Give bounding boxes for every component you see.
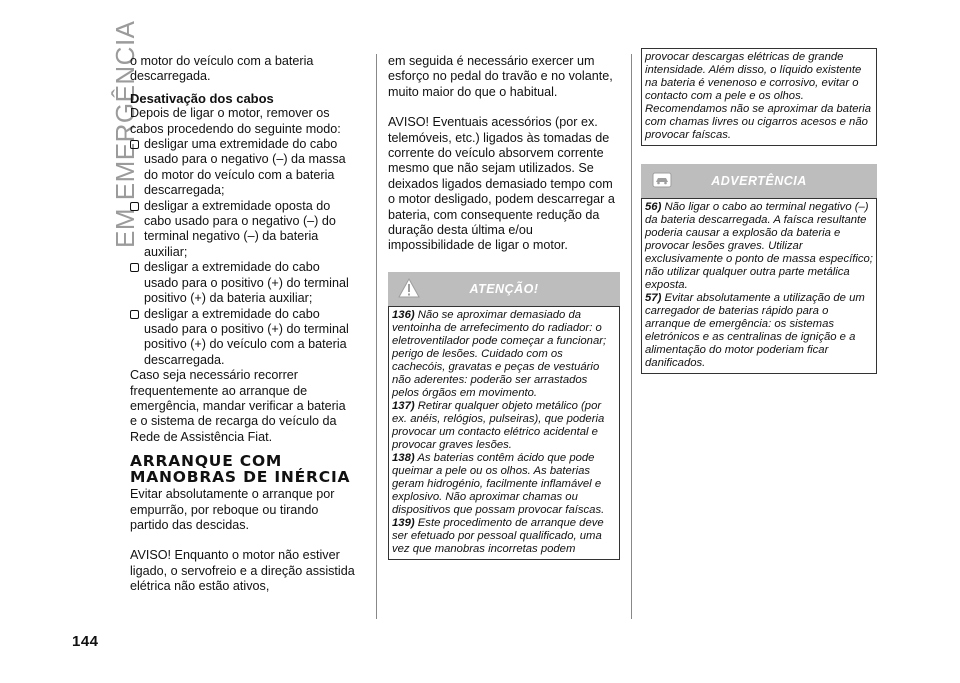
intro-text: o motor do veículo com a bateria descarregada. [130, 54, 314, 84]
warning-item: 138) As baterias contêm ácido que pode queimar a pele ou os olhos. As baterias geram hidrogénio, facilmente inflamável e explosivo. Não aproximar chamas ou dispositivos que possam provocar faíscas. [392, 451, 605, 516]
aviso-text: AVISO! Eventuais acessórios (por ex. telemóveis, etc.) ligados às tomadas de corrente do veículo absorvem corrente mesmo que não sejam utilizados. Se deixados ligados demasiado tempo com o motor desligado, podem descarregar a bateria, com consequente redução da duração desta última e/ou impossibilidade de ligar o motor. [388, 115, 615, 253]
section-text: Evitar absolutamente o arranque por empurrão, por reboque ou tirando partido das descidas. [130, 487, 335, 532]
lead-text: Depois de ligar o motor, remover os cabos procedendo do seguinte modo: [130, 106, 341, 136]
list-item: desligar a extremidade do cabo usado para o positivo (+) do terminal positivo (+) da bateria auxiliar; [130, 260, 355, 306]
column-1 [130, 54, 355, 595]
warning-box-continued [641, 48, 877, 146]
column-divider [631, 54, 632, 619]
warning-item: 137) Retirar qualquer objeto metálico (por ex. anéis, relógios, pulseiras), que poderia provocar um contacto elétrico acidental e provocar graves lesões. [392, 399, 605, 451]
column-divider [376, 54, 377, 619]
paragraph: Caso seja necessário recorrer frequentemente ao arranque de emergência, mandar verificar a bateria e o sistema de recarga do veículo da Rede de Assistência Fiat. [130, 368, 346, 444]
column-3 [641, 48, 877, 374]
aviso-text: AVISO! Enquanto o motor não estiver ligado, o servofreio e a direção assistida elétrica não estão ativos, [130, 548, 355, 594]
section-side-title: EM EMERGÊNCIA [110, 20, 140, 248]
banner-label: ATENÇÃO! [469, 281, 539, 296]
list-item: desligar uma extremidade do cabo usado para o negativo (–) da massa do motor do veículo com a bateria descarregada; [130, 137, 355, 199]
section-heading: ARRANQUE COM MANOBRAS DE INÉRCIA [130, 452, 351, 487]
advertencia-banner [641, 164, 877, 198]
warning-banner [388, 272, 620, 306]
note-item: 57) Evitar absolutamente a utilização de um carregador de baterias rápido para o arranque de emergência: os sistemas eletrónicos e as centralinas de ignição e a alimentação do motor poderiam ficar danificados. [645, 292, 865, 369]
warning-item: 139) Este procedimento de arranque deve ser efetuado por pessoal qualificado, uma vez que manobras incorretas podem [392, 516, 604, 555]
list-item: desligar a extremidade do cabo usado para o positivo (+) do terminal positivo (+) do veículo com a bateria descarregada. [130, 307, 355, 369]
advertencia-box [641, 198, 877, 374]
column-2 [388, 54, 620, 560]
warning-item: 136) Não se aproximar demasiado da ventoinha de arrefecimento do radiador: o eletroventilador pode começar a funcionar; perigo de lesões. Cuidado com os cachecóis, gravatas e peças de vestuário não aderentes: poderão ser arrastados pelos órgãos em movimento. [392, 308, 607, 399]
warning-continued-text: provocar descargas elétricas de grande intensidade. Além disso, o líquido existente na bateria é venenoso e corrosivo, evitar o contacto com a pele e os olhos. Recomendamos não se aproximar da bateria com chamas livres ou cigarros acesos e não provocar faíscas. [645, 51, 872, 141]
page-number: 144 [72, 633, 99, 650]
list-item: desligar a extremidade oposta do cabo usado para o negativo (–) do terminal negativo (–) da bateria auxiliar; [130, 199, 355, 261]
note-item: 56) Não ligar o cabo ao terminal negativo (–) da bateria descarregada. A faísca resultante poderia causar a explosão da bateria e provocar lesões graves. Utilizar exclusivamente o ponto de massa específico; não utilizar qualquer outra parte metálica exposta. [645, 201, 873, 291]
warning-box [388, 306, 620, 560]
continued-text: em seguida é necessário exercer um esforço no pedal do travão e no volante, muito maior do que o habitual. [388, 54, 613, 99]
banner-label: ADVERTÊNCIA [711, 174, 807, 188]
subheading-cable-removal: Desativação dos cabos [130, 90, 274, 106]
